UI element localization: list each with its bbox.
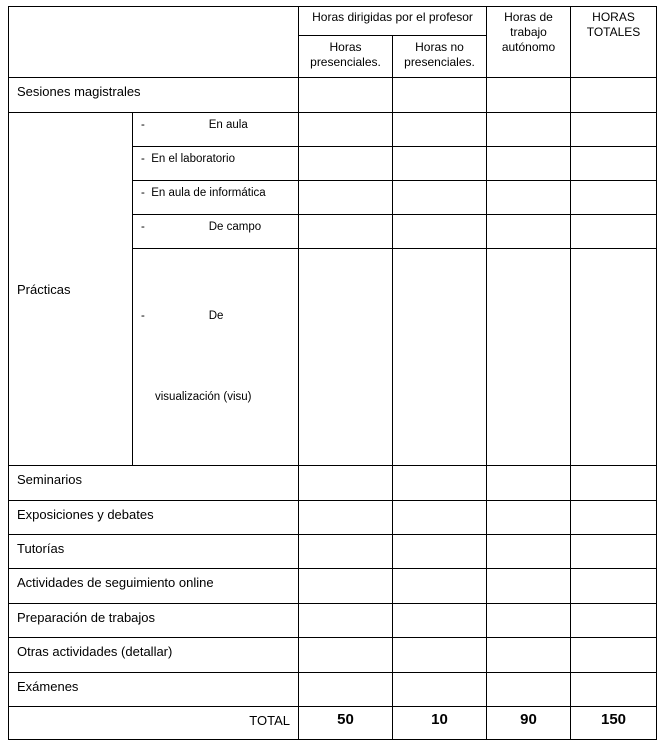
cell-input[interactable] [571, 249, 657, 466]
cell-input[interactable] [299, 535, 393, 569]
table-row [9, 113, 657, 147]
row-label-exposiciones: Exposiciones y debates [9, 501, 299, 535]
cell-input[interactable] [299, 673, 393, 707]
hours-table-container [8, 6, 657, 740]
cell-input[interactable] [571, 181, 657, 215]
cell-input[interactable] [571, 638, 657, 673]
row-label-sesiones: Sesiones magistrales [9, 78, 299, 113]
practicas-sub-campo: - De campo [133, 215, 299, 249]
cell-input[interactable] [299, 147, 393, 181]
cell-input[interactable] [571, 147, 657, 181]
cell-input[interactable] [487, 673, 571, 707]
practicas-sub-informatica: - En aula de informática [133, 181, 299, 215]
cell-input[interactable] [393, 535, 487, 569]
cell-input[interactable] [571, 466, 657, 501]
cell-input[interactable] [393, 673, 487, 707]
cell-input[interactable] [487, 113, 571, 147]
cell-input[interactable] [393, 181, 487, 215]
row-label-seminarios: Seminarios [9, 466, 299, 501]
cell-input[interactable] [299, 249, 393, 466]
row-label-examenes: Exámenes [9, 673, 299, 707]
cell-input[interactable] [487, 147, 571, 181]
total-presential: 50 [299, 707, 393, 740]
practicas-sub-laboratorio: - En el laboratorio [133, 147, 299, 181]
row-label-tutorias: Tutorías [9, 535, 299, 569]
cell-input[interactable] [299, 181, 393, 215]
cell-input[interactable] [299, 113, 393, 147]
cell-input[interactable] [487, 535, 571, 569]
total-non-presential: 10 [393, 707, 487, 740]
cell-input[interactable] [571, 604, 657, 638]
cell-input[interactable] [393, 78, 487, 113]
cell-input[interactable] [571, 78, 657, 113]
cell-input[interactable] [487, 501, 571, 535]
cell-input[interactable] [393, 501, 487, 535]
cell-input[interactable] [299, 466, 393, 501]
table-row [9, 78, 657, 113]
total-row [9, 707, 657, 740]
row-label-practicas: Prácticas [9, 113, 133, 466]
cell-input[interactable] [393, 249, 487, 466]
row-label-online: Actividades de seguimiento online [9, 569, 299, 604]
cell-input[interactable] [393, 466, 487, 501]
cell-input[interactable] [487, 78, 571, 113]
cell-input[interactable] [487, 249, 571, 466]
cell-input[interactable] [299, 501, 393, 535]
table-row [9, 604, 657, 638]
cell-input[interactable] [571, 535, 657, 569]
cell-input[interactable] [393, 147, 487, 181]
row-label-otras: Otras actividades (detallar) [9, 638, 299, 673]
cell-input[interactable] [299, 638, 393, 673]
table-row [9, 673, 657, 707]
header-directed-hours: Horas dirigidas por el profesor [299, 7, 487, 36]
cell-input[interactable] [299, 215, 393, 249]
table-row [9, 638, 657, 673]
practicas-sub-visu: - De visualización (visu) [133, 249, 299, 466]
total-label: TOTAL [9, 707, 299, 740]
cell-input[interactable] [299, 604, 393, 638]
total-autonomous: 90 [487, 707, 571, 740]
header-total-hours: HORAS TOTALES [571, 7, 657, 78]
row-label-trabajos: Preparación de trabajos [9, 604, 299, 638]
cell-input[interactable] [393, 569, 487, 604]
table-row [9, 535, 657, 569]
cell-input[interactable] [487, 569, 571, 604]
cell-input[interactable] [571, 673, 657, 707]
cell-input[interactable] [487, 466, 571, 501]
cell-input[interactable] [571, 215, 657, 249]
cell-input[interactable] [487, 181, 571, 215]
header-empty-cell [9, 7, 299, 78]
cell-input[interactable] [299, 569, 393, 604]
table-row [9, 501, 657, 535]
cell-input[interactable] [487, 638, 571, 673]
table-row [9, 466, 657, 501]
cell-input[interactable] [393, 604, 487, 638]
cell-input[interactable] [571, 113, 657, 147]
total-hours: 150 [571, 707, 657, 740]
header-non-presential: Horas no presenciales. [393, 36, 487, 78]
hours-table [8, 6, 657, 740]
cell-input[interactable] [571, 501, 657, 535]
cell-input[interactable] [487, 604, 571, 638]
header-autonomous-hours: Horas de trabajo autónomo [487, 7, 571, 78]
cell-input[interactable] [571, 569, 657, 604]
cell-input[interactable] [393, 638, 487, 673]
table-row [9, 569, 657, 604]
practicas-sub-aula: - En aula [133, 113, 299, 147]
cell-input[interactable] [393, 113, 487, 147]
header-presential: Horas presenciales. [299, 36, 393, 78]
cell-input[interactable] [393, 215, 487, 249]
cell-input[interactable] [299, 78, 393, 113]
cell-input[interactable] [487, 215, 571, 249]
